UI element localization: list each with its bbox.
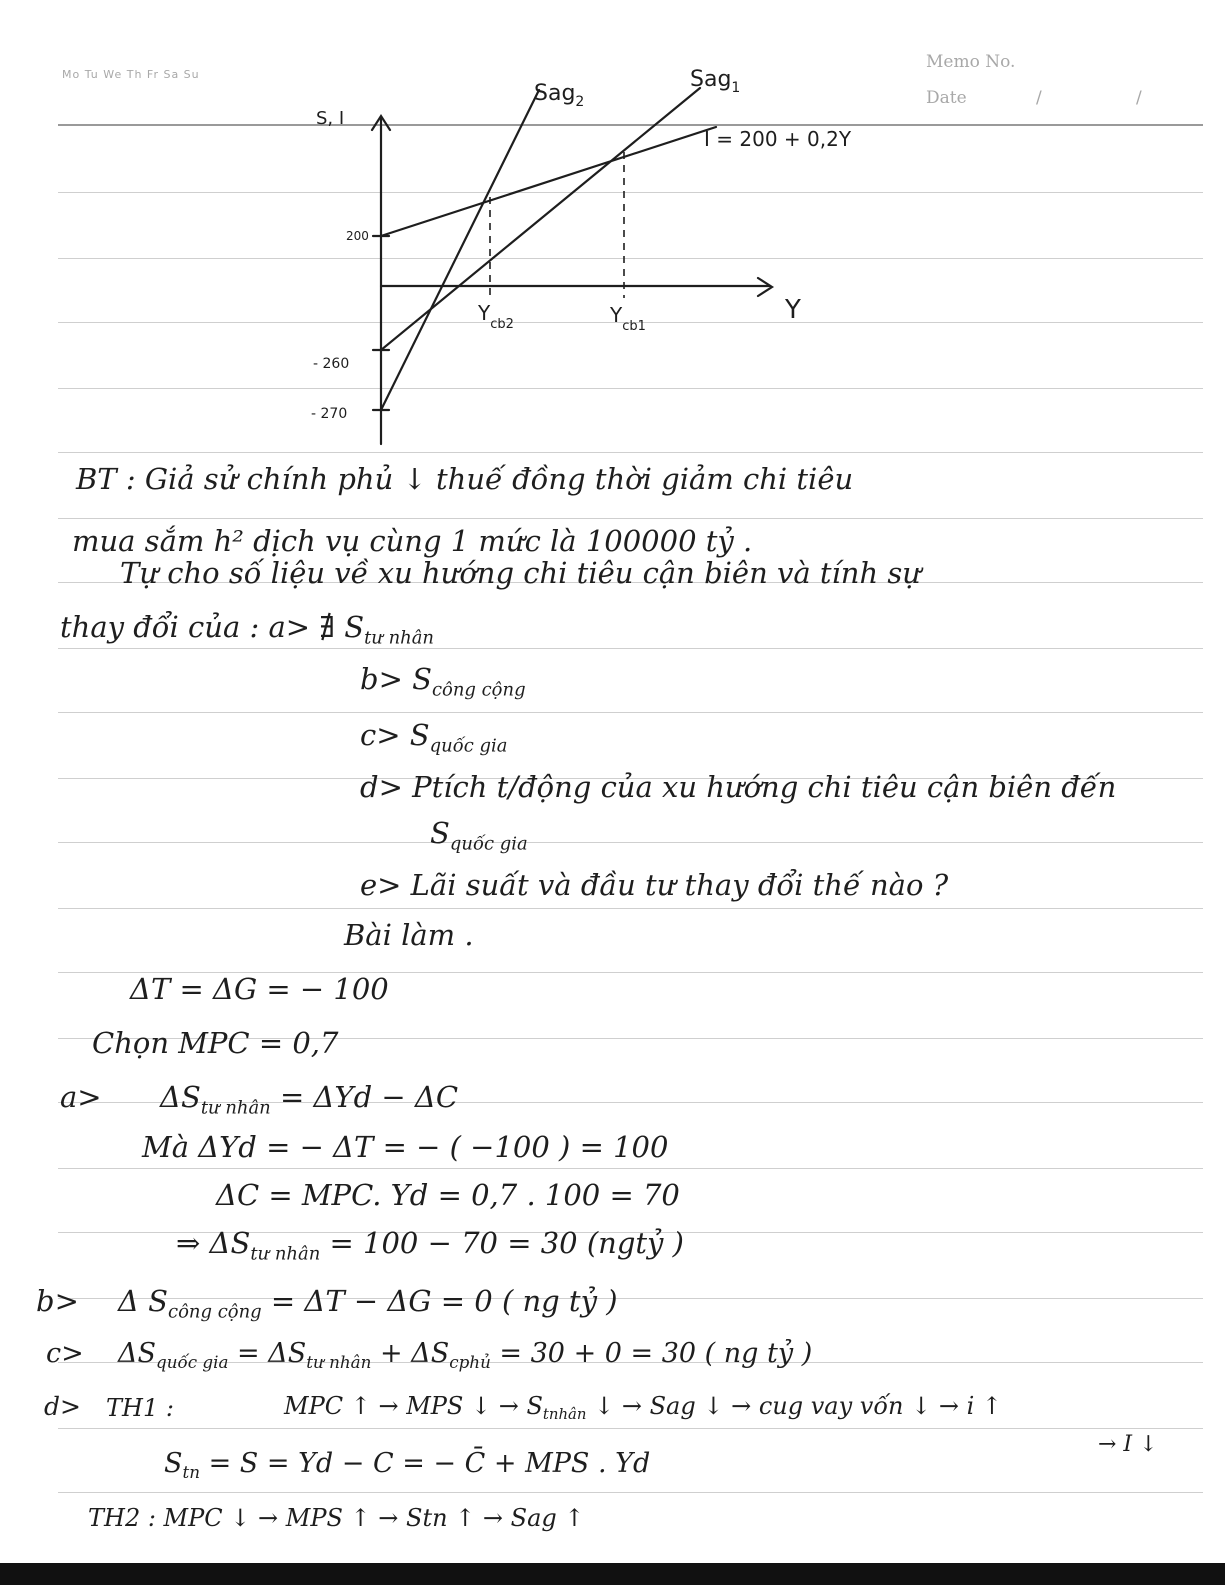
solution-c-label: c>	[46, 1338, 84, 1369]
ruled-line	[58, 842, 1203, 843]
date-separator: /	[1136, 88, 1142, 108]
sag2-line	[381, 90, 539, 410]
solution-d-label: d>	[44, 1392, 81, 1421]
y-axis-label: S, I	[316, 108, 345, 129]
solution-d-case-2: TH2 : MPC ↓ → MPS ↑ → Stn ↑ → Sag ↑	[88, 1504, 585, 1532]
investment-equation-label: I = 200 + 0,2Y	[704, 127, 852, 151]
tick-label-minus-270: - 270	[311, 406, 348, 422]
problem-item-b: $b> S_{công cộng}$	[360, 662, 526, 701]
problem-line-3: Tự cho số liệu về xu hướng chi tiêu cận biên và tính sự	[120, 556, 921, 590]
date-separator: /	[1036, 88, 1042, 108]
solution-c-line: $\Delta S_{quốc gia} = \Delta S_{tư nhân} + \Delta S_{cphủ} = 30 + 0 = 30$ ( ng tỷ )	[118, 1338, 813, 1372]
solution-b-label: b>	[36, 1284, 79, 1318]
sag2-label: Sag$_2$	[534, 81, 585, 110]
ruled-line	[58, 1168, 1203, 1169]
problem-item-d-cont: $S_{quốc gia}$	[430, 816, 528, 855]
solution-a-line-3: ΔC = MPC. Yd = 0,7 . 100 = 70	[216, 1178, 680, 1212]
weekday-strip: Mo Tu We Th Fr Sa Su	[62, 68, 200, 81]
ycb2-label: $Y_{cb2}$	[478, 301, 514, 332]
solution-d-case-1-label: TH1 :	[106, 1394, 174, 1422]
solution-a-label: a>	[60, 1080, 102, 1114]
solution-b-line: Δ $S_{công cộng} = \Delta T - \Delta G = 0$ ( ng tỷ )	[118, 1284, 618, 1323]
investment-line	[381, 127, 716, 236]
problem-line-2: mua sắm h² dịch vụ cùng 1 mức là 100000 tỷ .	[72, 524, 753, 558]
x-axis-label: Y	[785, 295, 801, 325]
ruled-line	[58, 1428, 1203, 1429]
tick-label-minus-260: - 260	[313, 356, 350, 372]
solution-line-delta: ΔT = ΔG = − 100	[130, 972, 389, 1006]
ruled-line	[58, 518, 1203, 519]
solution-a-result: ⇒ $\Delta S_{tư nhân} = 100 - 70 = 30$ (ngtỷ )	[176, 1226, 684, 1265]
memo-number-label: Memo No.	[926, 52, 1016, 72]
solution-d-case-1-chain: MPC ↑ → MPS ↓ → $S_{tnhân}$ ↓ → Sag ↓ → cug vay vốn ↓ → i ↑	[284, 1392, 1002, 1424]
solution-d-case-1-chain-end: → I ↓	[1098, 1432, 1158, 1457]
tick-label-200: 200	[346, 229, 369, 243]
solution-a-line-2: Mà ΔYd = − ΔT = − ( −100 ) = 100	[142, 1130, 669, 1164]
problem-item-c: $c> S_{quốc gia}$	[360, 718, 508, 757]
problem-line-1: BT : Giả sử chính phủ ↓ thuế đồng thời giảm chi tiêu	[76, 462, 854, 496]
ruled-line	[58, 712, 1203, 713]
problem-item-a: thay đổi của : a> ∄ $S_{tư nhân}$	[60, 610, 434, 649]
ruled-line	[58, 1492, 1203, 1493]
solution-title: Bài làm .	[344, 918, 474, 952]
problem-item-e: e> Lãi suất và đầu tư thay đổi thế nào ?	[360, 868, 949, 902]
sag1-label: Sag$_1$	[690, 67, 741, 96]
solution-d-savings-formula: $S_{tn} = S = Yd - C$ = − C̄ + MPS . Yd	[164, 1448, 651, 1482]
date-label: Date	[926, 88, 967, 108]
ruled-line	[58, 908, 1203, 909]
solution-a-line-1: $\Delta S_{tư nhân} = \Delta Yd - \Delta C$	[160, 1080, 459, 1119]
ycb1-label: $Y_{cb1}$	[610, 303, 646, 334]
problem-item-d: d> Ptích t/động của xu hướng chi tiêu cận biên đến	[360, 770, 1117, 804]
savings-investment-graph	[0, 0, 1225, 460]
solution-line-mpc: Chọn MPC = 0,7	[92, 1026, 339, 1060]
scan-bottom-edge	[0, 1563, 1225, 1585]
